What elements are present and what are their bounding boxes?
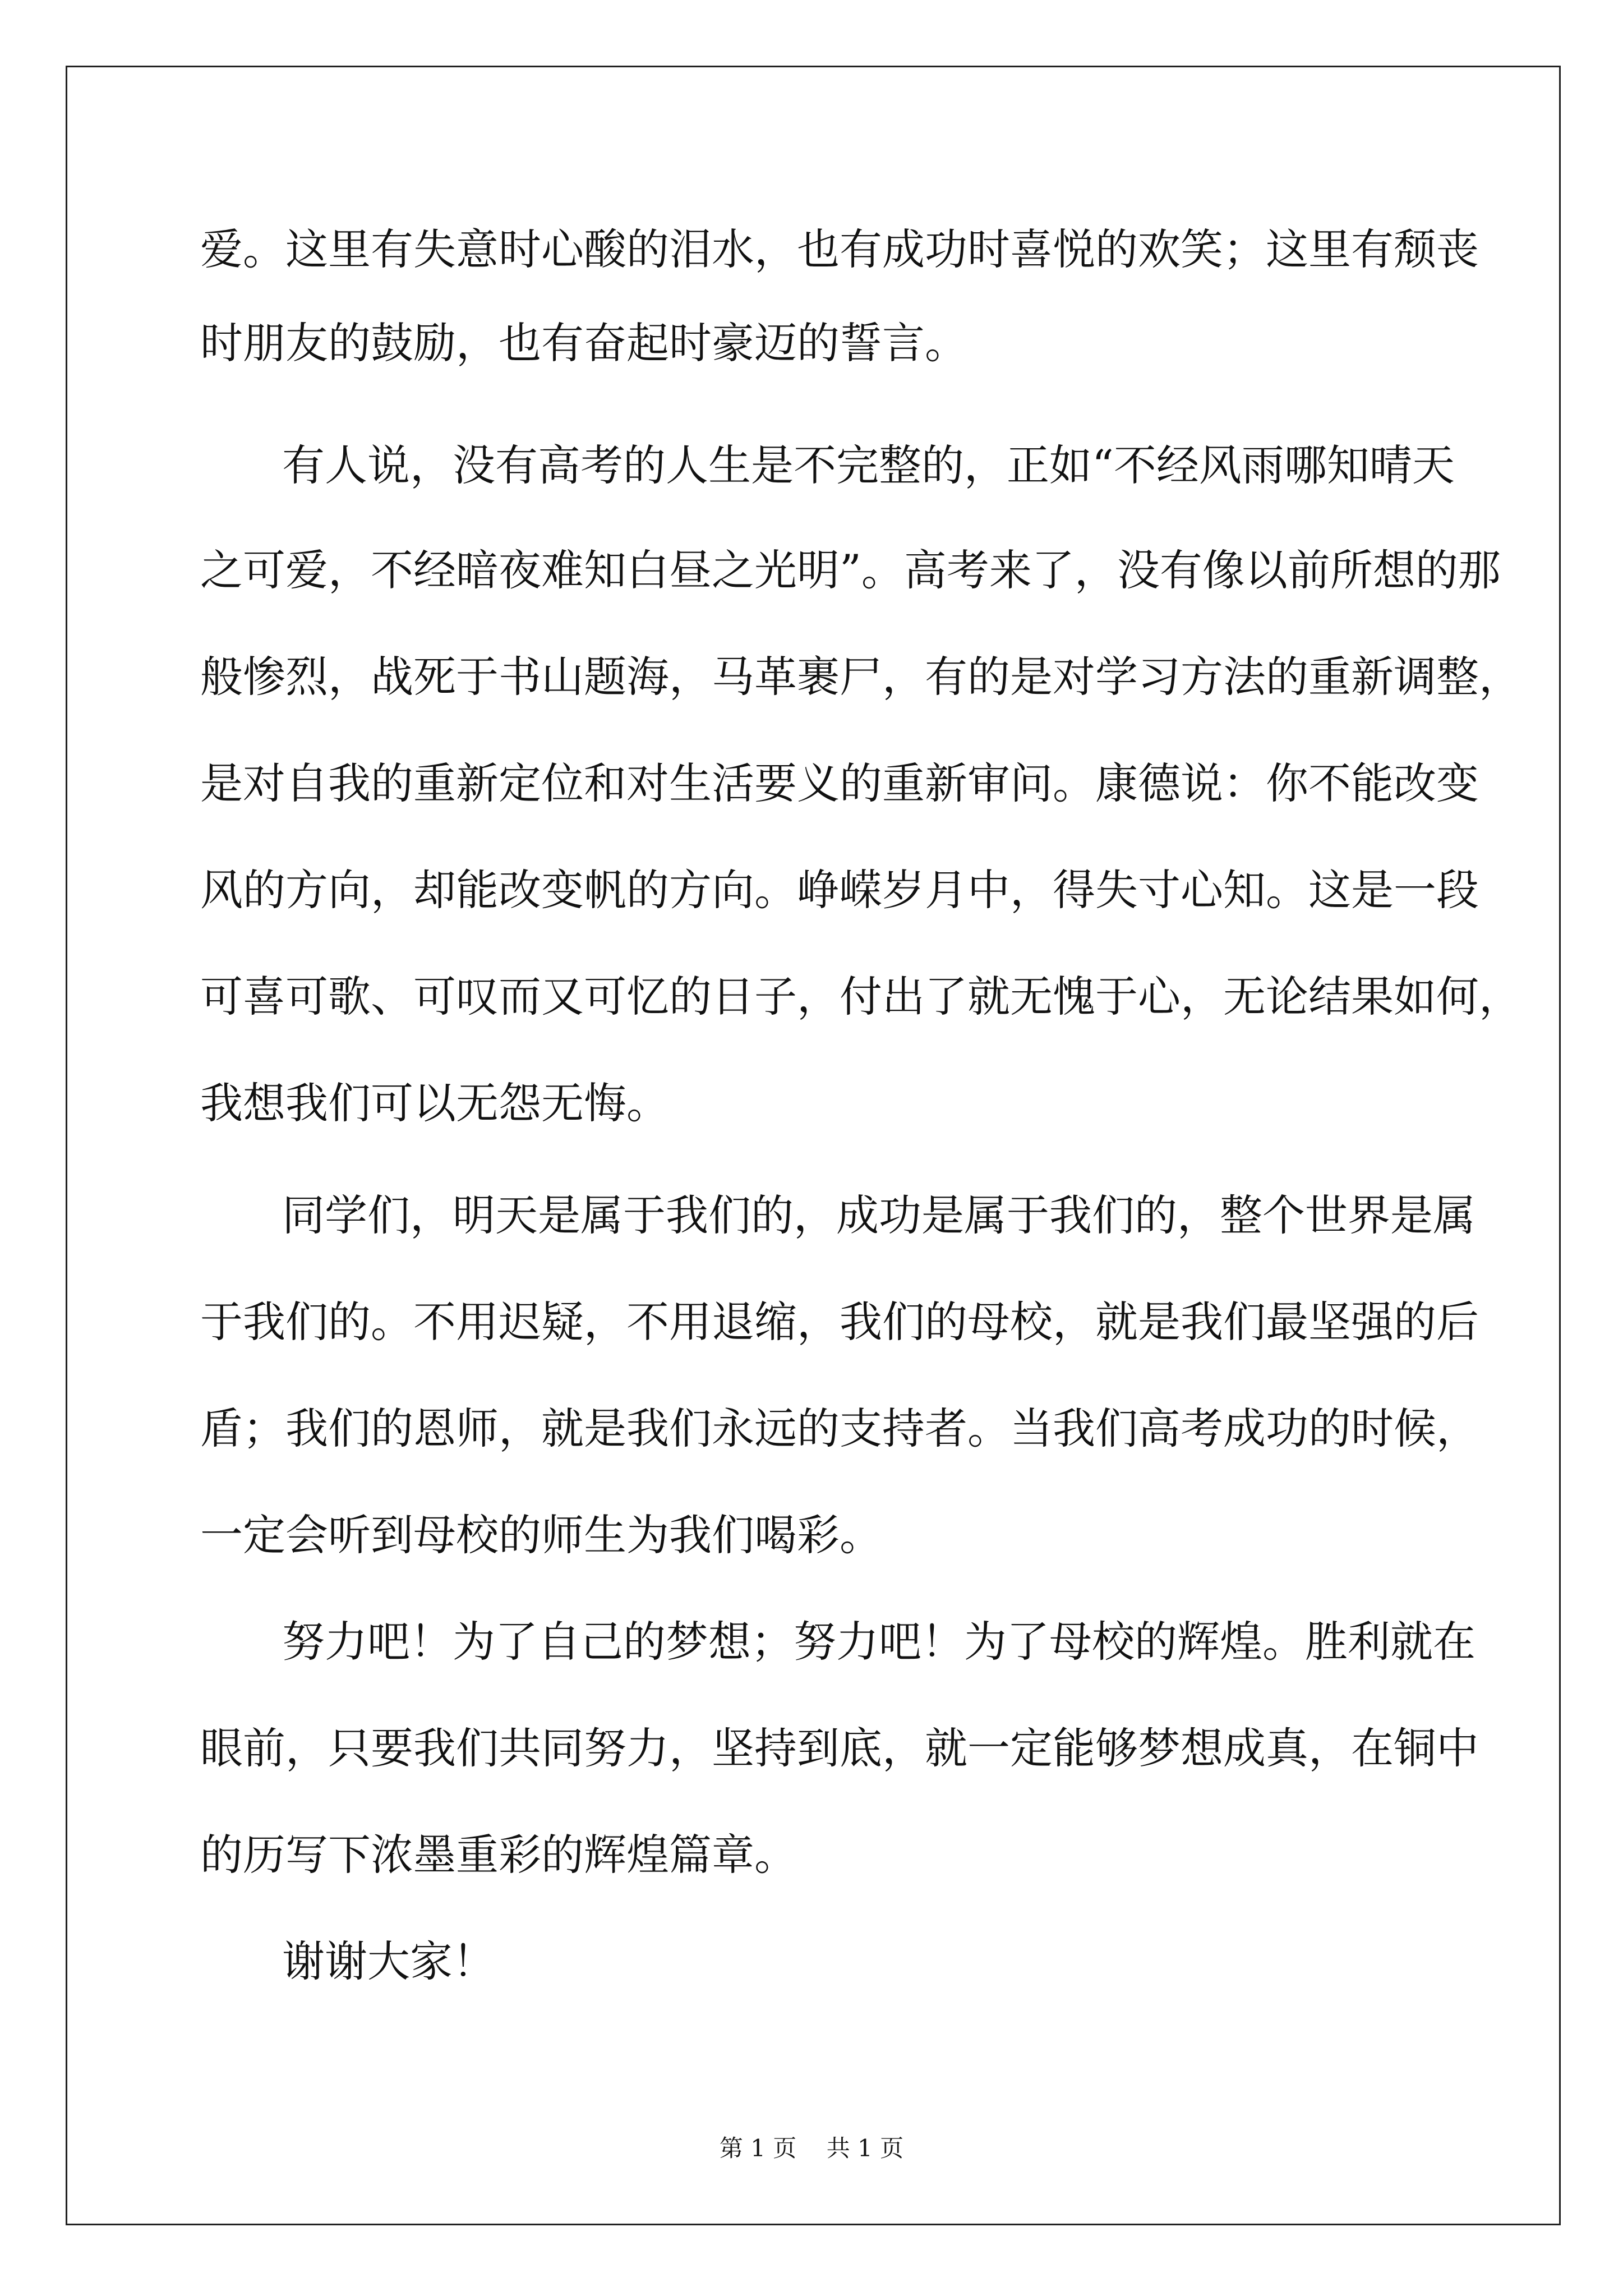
text-line: 谢谢大家！ bbox=[282, 1936, 495, 1986]
text-line: 同学们，明天是属于我们的，成功是属于我们的，整个世界是属 bbox=[282, 1190, 1476, 1240]
page-number-footer: 第 1 页 共 1 页 bbox=[719, 2134, 904, 2162]
text-line: 爱。这里有失意时心酸的泪水，也有成功时喜悦的欢笑；这里有颓丧 bbox=[200, 224, 1479, 274]
text-line: 盾；我们的恩师，就是我们永远的支持者。当我们高考成功的时候， bbox=[200, 1404, 1479, 1453]
text-line: 是对自我的重新定位和对生活要义的重新审问。康德说：你不能改变 bbox=[200, 758, 1479, 808]
text-line: 有人说，没有高考的人生是不完整的，正如“不经风雨哪知晴天 bbox=[282, 440, 1455, 490]
text-line: 于我们的。不用迟疑，不用退缩，我们的母校，就是我们最坚强的后 bbox=[200, 1297, 1479, 1347]
page-border bbox=[66, 66, 1561, 2225]
text-line: 之可爱，不经暗夜难知白昼之光明”。高考来了，没有像以前所想的那 bbox=[200, 545, 1501, 595]
text-line: 一定会听到母校的师生为我们喝彩。 bbox=[200, 1510, 882, 1560]
text-line: 努力吧！为了自己的梦想；努力吧！为了母校的辉煌。胜利就在 bbox=[282, 1617, 1476, 1667]
text-line: 我想我们可以无怨无悔。 bbox=[200, 1078, 669, 1128]
text-line: 的历写下浓墨重彩的辉煌篇章。 bbox=[200, 1830, 797, 1880]
text-line: 风的方向，却能改变帆的方向。峥嵘岁月中，得失寸心知。这是一段 bbox=[200, 865, 1479, 915]
text-line: 可喜可歌、可叹而又可忆的日子，付出了就无愧于心，无论结果如何， bbox=[200, 972, 1521, 1022]
text-line: 时朋友的鼓励，也有奋起时豪迈的誓言。 bbox=[200, 318, 967, 368]
text-line: 眼前，只要我们共同努力，坚持到底，就一定能够梦想成真，在铜中 bbox=[200, 1723, 1479, 1773]
text-line: 般惨烈，战死于书山题海，马革裹尸，有的是对学习方法的重新调整， bbox=[200, 652, 1521, 702]
